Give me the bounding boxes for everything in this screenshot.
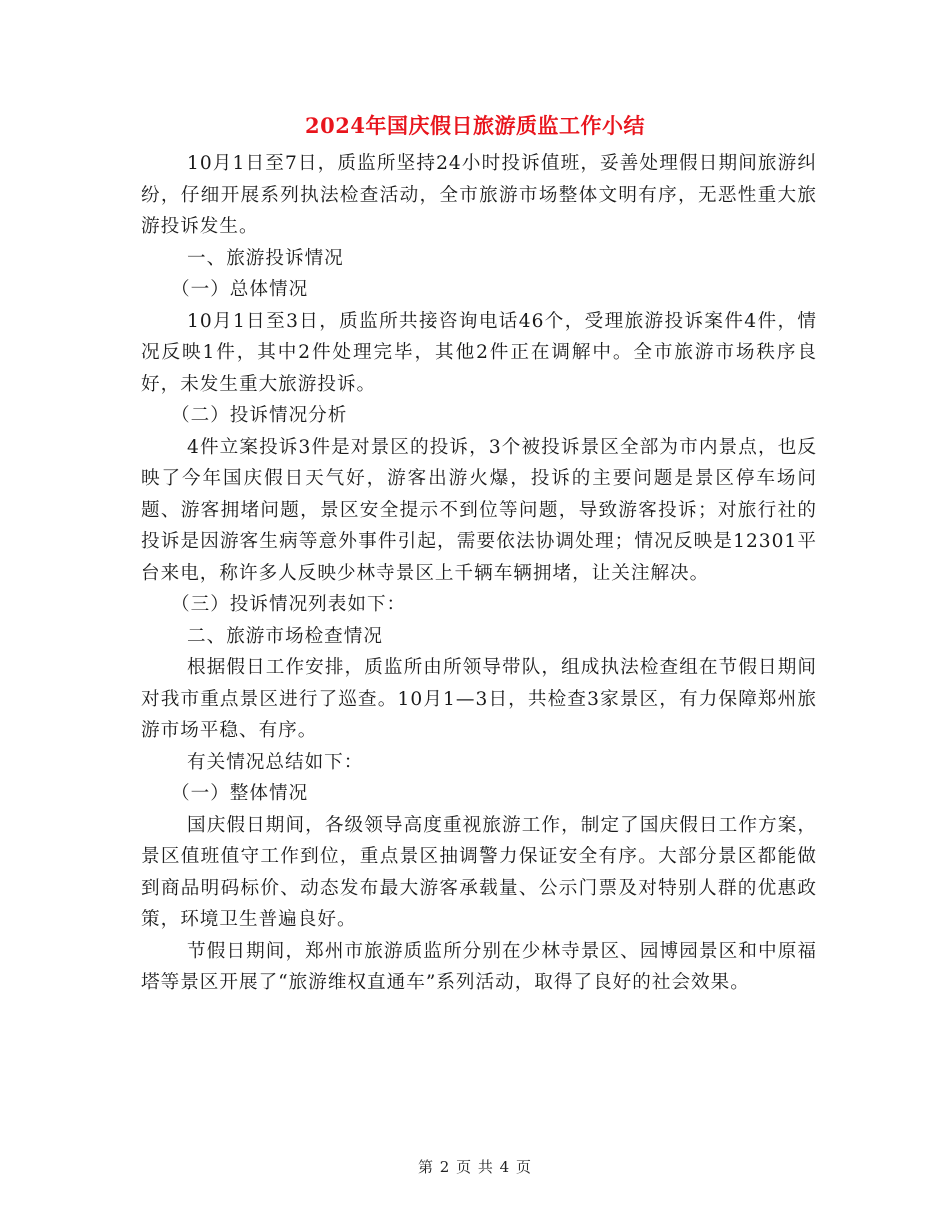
section-heading-complaints: 一、旅游投诉情况 — [187, 247, 344, 269]
summary-intro: 有关情况总结如下： — [187, 751, 364, 773]
page-footer: 第 2 页 共 4 页 — [418, 1158, 532, 1176]
intro-paragraph: 10月1日至7日，质监所坚持24小时投诉值班，妥善处理假日期间旅游纠纷，仔细开展系列执法检查活动，全市旅游市场整体文明有序，无恶性重大旅游投诉发生。 — [141, 153, 817, 237]
analysis-paragraph: 4件立案投诉3件是对景区的投诉，3个被投诉景区全部为市内景点，也反映了今年国庆假日天气好，游客出游火爆，投诉的主要问题是景区停车场问题、游客拥堵问题，景区安全提示不到位等问题，导致游客投诉；对旅行社的投诉是因游客生病等意外事件引起，需要依法协调处理；情况反映是12301平台来电，称许多人反映少林寺景区上千辆车辆拥堵，让关注解决。 — [141, 436, 817, 584]
document-body — [141, 148, 817, 999]
subheading-analysis: （二）投诉情况分析 — [171, 405, 348, 426]
subheading-overall: （一）总体情况 — [171, 279, 309, 300]
subheading-list: （三）投诉情况列表如下： — [171, 594, 407, 615]
overall-paragraph-2: 国庆假日期间，各级领导高度重视旅游工作，制定了国庆假日工作方案，景区值班值守工作到位，重点景区抽调警力保证安全有序。大部分景区都能做到商品明码标价、动态发布最大游客承载量、公示门票及对特别人群的优惠政策，环境卫生普遍良好。 — [141, 814, 817, 930]
document-title: 2024年国庆假日旅游质监工作小结 — [305, 113, 645, 138]
activities-paragraph: 节假日期间，郑州市旅游质监所分别在少林寺景区、园博园景区和中原福塔等景区开展了“旅游维权直通车”系列活动，取得了良好的社会效果。 — [141, 940, 817, 993]
overall-paragraph: 10月1日至3日，质监所共接咨询电话46个，受理旅游投诉案件4件，情况反映1件，其中2件处理完毕，其他2件正在调解中。全市旅游市场秩序良好，未发生重大旅游投诉。 — [141, 310, 817, 395]
inspection-paragraph: 根据假日工作安排，质监所由所领导带队，组成执法检查组在节假日期间对我市重点景区进行了巡查。10月1—3日，共检查3家景区，有力保障郑州旅游市场平稳、有序。 — [141, 657, 817, 741]
subheading-overall-2: （一）整体情况 — [171, 783, 309, 804]
section-heading-inspection: 二、旅游市场检查情况 — [187, 625, 383, 647]
